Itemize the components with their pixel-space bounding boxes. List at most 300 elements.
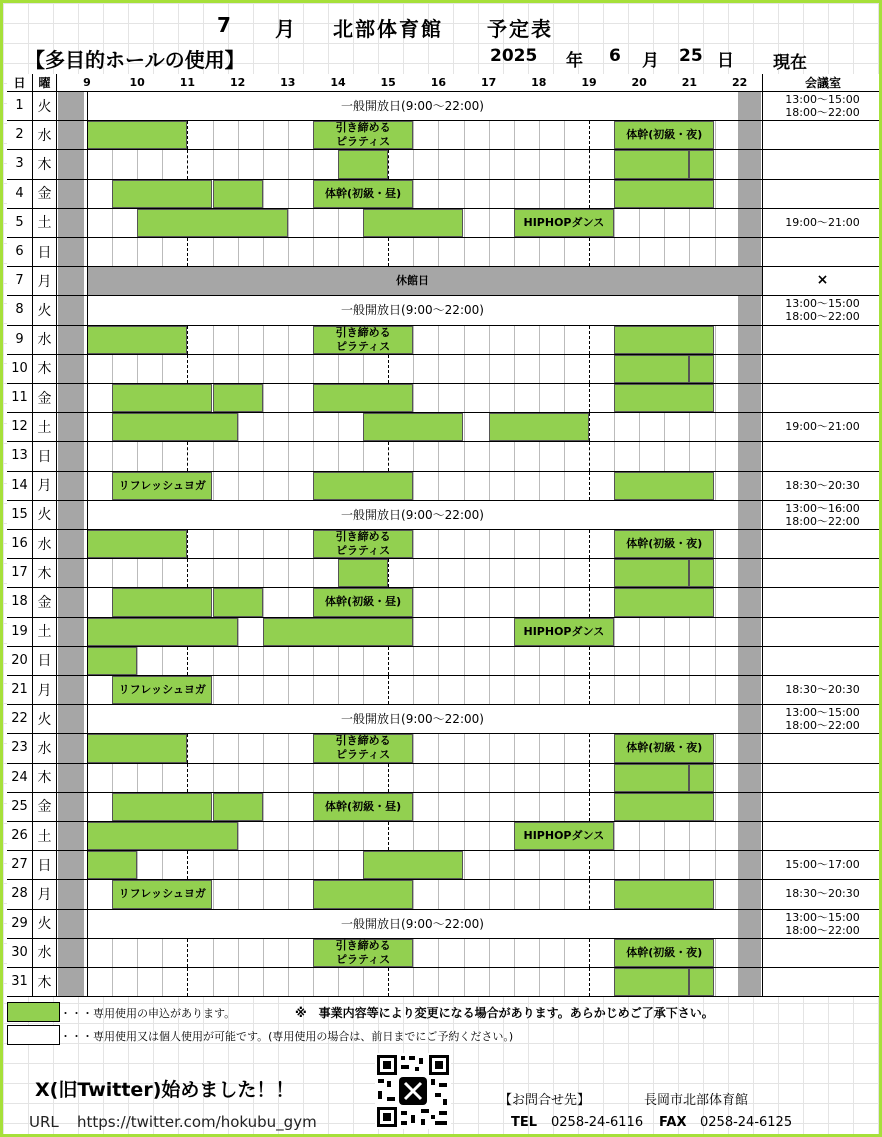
grid-line [238, 121, 239, 149]
event-label: 体幹(初級・昼) [325, 595, 402, 609]
title-facility: 北部体育館 [333, 17, 443, 41]
grid-line [715, 764, 716, 792]
grid-line [564, 326, 565, 354]
row-day: 24 [7, 763, 33, 792]
grid-line [715, 355, 716, 383]
grid-line [689, 851, 690, 879]
grid-line [313, 676, 314, 704]
grid-line [213, 968, 214, 996]
row-gray-cell [58, 880, 84, 908]
grid-line [313, 968, 314, 996]
grid-line [238, 676, 239, 704]
grid-line [564, 880, 565, 908]
row-gray-cell [738, 92, 761, 120]
meeting-divider [762, 967, 763, 996]
grid-line [413, 676, 414, 704]
grid-line [288, 939, 289, 967]
row-gray-cell [738, 793, 761, 821]
grid-line [238, 618, 239, 646]
grid-line [514, 355, 515, 383]
meeting-divider [762, 412, 763, 441]
row-gray-cell [58, 326, 84, 354]
grid-line [464, 413, 465, 441]
grid-line [438, 559, 439, 587]
grid-line [564, 121, 565, 149]
grid-line [564, 180, 565, 208]
grid-line [187, 121, 188, 149]
grid-line [614, 851, 615, 879]
grid-line [514, 764, 515, 792]
row-gray-cell [738, 764, 761, 792]
grid-line [639, 618, 640, 646]
grid-line [489, 939, 490, 967]
title-month: 7 [217, 13, 231, 37]
qr-code-icon[interactable] [375, 1053, 451, 1129]
grid-line [338, 442, 339, 470]
grid-line [388, 355, 389, 383]
meeting-divider [762, 500, 763, 529]
grid-line [313, 209, 314, 237]
meeting-divider [762, 763, 763, 792]
row-day: 2 [7, 120, 33, 149]
grid-line [539, 180, 540, 208]
grid-line [639, 238, 640, 266]
reserved-block [689, 150, 714, 178]
row-gray-cell [58, 501, 84, 529]
grid-line [639, 209, 640, 237]
grid-line [464, 939, 465, 967]
row-gray-cell [738, 968, 761, 996]
event-label: 体幹(初級・昼) [325, 186, 402, 200]
meeting-divider [762, 733, 763, 762]
grid-line [539, 734, 540, 762]
twitter-url[interactable]: https://twitter.com/hokubu_gym [77, 1113, 317, 1131]
grid-line [489, 384, 490, 412]
grid-line [238, 238, 239, 266]
event-label: 体幹(初級・昼) [325, 799, 402, 813]
slot-start-line [87, 91, 88, 996]
grid-line [489, 559, 490, 587]
legend-white-swatch [7, 1025, 60, 1045]
reserved-block [614, 764, 689, 792]
row-day: 13 [7, 441, 33, 470]
row-weekday: 水 [33, 120, 57, 149]
grid-line [313, 355, 314, 383]
grid-line [614, 676, 615, 704]
grid-line [162, 968, 163, 996]
grid-line [489, 822, 490, 850]
grid-line [639, 647, 640, 675]
tel-number[interactable]: 0258-24-6116 [551, 1115, 644, 1130]
grid-line [589, 734, 590, 762]
grid-line [589, 559, 590, 587]
event-label: 引き締める ピラティス [335, 325, 391, 353]
grid-line [363, 676, 364, 704]
meeting-divider [762, 325, 763, 354]
row-gray-cell [58, 413, 84, 441]
meeting-divider [762, 909, 763, 938]
grid-line [313, 559, 314, 587]
grid-line [715, 851, 716, 879]
grid-line [715, 968, 716, 996]
grid-line [388, 238, 389, 266]
meeting-divider [762, 704, 763, 733]
grid-line [263, 355, 264, 383]
grid-line [689, 442, 690, 470]
grid-line [664, 647, 665, 675]
grid-line [715, 209, 716, 237]
reserved-block [363, 209, 463, 237]
col-header-hour: 13 [280, 76, 296, 89]
grid-line [539, 676, 540, 704]
row-day: 7 [7, 266, 33, 295]
row-weekday: 火 [33, 704, 57, 733]
grid-line [438, 647, 439, 675]
grid-line [564, 355, 565, 383]
meeting-room-time: 13:00～15:00 18:00～22:00 [785, 297, 860, 324]
grid-line [363, 764, 364, 792]
row-gray-cell [58, 910, 84, 938]
row-weekday: 木 [33, 149, 57, 178]
grid-line [564, 588, 565, 616]
grid-line [162, 939, 163, 967]
meeting-divider [762, 879, 763, 908]
grid-line [689, 822, 690, 850]
reserved-block [614, 588, 714, 616]
grid-line [639, 822, 640, 850]
row-gray-cell [58, 530, 84, 558]
grid-line [313, 851, 314, 879]
grid-line [564, 384, 565, 412]
row-weekday: 水 [33, 529, 57, 558]
grid-line [464, 209, 465, 237]
row-day: 10 [7, 354, 33, 383]
grid-line [514, 647, 515, 675]
grid-line [263, 734, 264, 762]
grid-line [413, 734, 414, 762]
grid-line [288, 326, 289, 354]
grid-line [589, 180, 590, 208]
reserved-block [87, 734, 187, 762]
grid-line [288, 530, 289, 558]
grid-line [564, 734, 565, 762]
grid-line [213, 326, 214, 354]
grid-line [288, 647, 289, 675]
col-header-hour: 10 [129, 76, 145, 89]
row-gray-cell [58, 793, 84, 821]
meeting-divider [762, 91, 763, 120]
grid-line [689, 238, 690, 266]
grid-line [464, 180, 465, 208]
grid-line [664, 676, 665, 704]
reserved-block [614, 150, 689, 178]
row-day: 12 [7, 412, 33, 441]
grid-line [664, 238, 665, 266]
grid-line [539, 968, 540, 996]
reserved-block [112, 180, 212, 208]
grid-line [438, 442, 439, 470]
col-header-hour: 18 [531, 76, 547, 89]
grid-line [589, 588, 590, 616]
grid-line [438, 530, 439, 558]
grid-line [313, 442, 314, 470]
event-label: 体幹(初級・夜) [626, 128, 703, 142]
grid-line [589, 939, 590, 967]
open-day-label: 一般開放日(9:00～22:00) [341, 303, 484, 318]
grid-line [564, 939, 565, 967]
grid-line [514, 238, 515, 266]
grid-line [539, 121, 540, 149]
row-gray-cell [738, 296, 761, 324]
meeting-divider [762, 149, 763, 178]
reserved-block [263, 618, 414, 646]
row-gray-cell [738, 355, 761, 383]
grid-line [489, 442, 490, 470]
grid-line [715, 472, 716, 500]
grid-line [514, 676, 515, 704]
row-gray-cell [58, 734, 84, 762]
grid-line [664, 413, 665, 441]
grid-line [489, 618, 490, 646]
row-gray-cell [58, 150, 84, 178]
grid-line [514, 880, 515, 908]
reserved-block [313, 880, 413, 908]
grid-line [715, 180, 716, 208]
grid-line [489, 530, 490, 558]
grid-line [489, 734, 490, 762]
row-day: 22 [7, 704, 33, 733]
event-label: HIPHOPダンス [523, 215, 605, 229]
grid-line [464, 764, 465, 792]
grid-line [489, 793, 490, 821]
col-header-hour: 21 [681, 76, 698, 89]
grid-line [489, 326, 490, 354]
grid-line [413, 822, 414, 850]
row-day: 16 [7, 529, 33, 558]
meeting-divider [762, 675, 763, 704]
grid-line [438, 121, 439, 149]
row-gray-cell [58, 851, 84, 879]
row-day: 30 [7, 938, 33, 967]
grid-line [715, 121, 716, 149]
meeting-room-time: 13:00～15:00 18:00～22:00 [785, 910, 860, 937]
grid-line [464, 822, 465, 850]
row-day: 20 [7, 646, 33, 675]
schedule-table [7, 74, 882, 996]
row-gray-cell [738, 588, 761, 616]
reserved-block [614, 180, 714, 208]
meeting-room-time: 18:30～20:30 [785, 887, 860, 901]
grid-line [589, 384, 590, 412]
row-weekday: 火 [33, 500, 57, 529]
grid-line [489, 588, 490, 616]
row-gray-cell [738, 734, 761, 762]
contact-label: 【お問合せ先】 [499, 1093, 591, 1108]
grid-line [715, 150, 716, 178]
reserved-block [363, 413, 463, 441]
meeting-room-time: 19:00～21:00 [785, 215, 860, 229]
row-weekday: 土 [33, 821, 57, 850]
grid-line [464, 734, 465, 762]
x-announce: X(旧Twitter)始めました！！ [35, 1079, 295, 1101]
row-gray-cell [58, 355, 84, 383]
grid-line [539, 442, 540, 470]
grid-line [238, 647, 239, 675]
grid-line [514, 559, 515, 587]
grid-line [514, 472, 515, 500]
grid-line [213, 851, 214, 879]
grid-line [715, 559, 716, 587]
row-day: 11 [7, 383, 33, 412]
row-day: 6 [7, 237, 33, 266]
grid-line [715, 734, 716, 762]
grid-line [112, 764, 113, 792]
reserved-block [614, 472, 714, 500]
row-gray-cell [58, 764, 84, 792]
grid-line [589, 647, 590, 675]
grid-line [288, 588, 289, 616]
row-gray-cell [738, 150, 761, 178]
grid-line [263, 180, 264, 208]
row-gray-cell [738, 647, 761, 675]
event-label: リフレッシュヨガ [118, 683, 206, 696]
grid-line [187, 530, 188, 558]
grid-line [238, 880, 239, 908]
grid-line [112, 150, 113, 178]
meeting-divider [762, 821, 763, 850]
grid-line [162, 559, 163, 587]
meeting-divider [762, 237, 763, 266]
grid-line [715, 413, 716, 441]
grid-line [338, 238, 339, 266]
reserved-block [313, 472, 413, 500]
grid-line [589, 238, 590, 266]
table-bottom-line [7, 996, 882, 997]
row-gray-cell [58, 822, 84, 850]
grid-line [263, 939, 264, 967]
grid-line [388, 559, 389, 587]
grid-line [438, 676, 439, 704]
meeting-room-time: × [816, 272, 829, 289]
grid-line [589, 968, 590, 996]
grid-line [162, 764, 163, 792]
grid-line [664, 851, 665, 879]
grid-line [438, 793, 439, 821]
row-day: 1 [7, 91, 33, 120]
meeting-room-time: 19:00～21:00 [785, 420, 860, 434]
grid-line [564, 530, 565, 558]
meeting-divider [762, 850, 763, 879]
row-weekday: 金 [33, 587, 57, 616]
grid-line [238, 413, 239, 441]
grid-line [514, 384, 515, 412]
meeting-divider [762, 529, 763, 558]
grid-line [137, 559, 138, 587]
grid-line [137, 939, 138, 967]
grid-line [614, 647, 615, 675]
grid-line [514, 939, 515, 967]
grid-line [213, 764, 214, 792]
grid-line [639, 442, 640, 470]
grid-line [187, 355, 188, 383]
meeting-room-time: 18:30～20:30 [785, 478, 860, 492]
row-day: 19 [7, 617, 33, 646]
grid-line [187, 851, 188, 879]
grid-line [464, 530, 465, 558]
meeting-divider [762, 383, 763, 412]
grid-line [213, 355, 214, 383]
grid-line [238, 150, 239, 178]
reserved-block [614, 559, 689, 587]
meeting-divider [762, 646, 763, 675]
grid-line [363, 442, 364, 470]
grid-line [137, 442, 138, 470]
grid-line [564, 851, 565, 879]
row-gray-cell [738, 939, 761, 967]
reserved-block [112, 384, 212, 412]
grid-line [187, 764, 188, 792]
grid-line [715, 326, 716, 354]
grid-line [413, 121, 414, 149]
grid-line [514, 442, 515, 470]
grid-line [539, 939, 540, 967]
meeting-room-time: 13:00～15:00 18:00～22:00 [785, 706, 860, 733]
grid-line [438, 238, 439, 266]
grid-line [288, 472, 289, 500]
grid-line [263, 384, 264, 412]
grid-line [413, 588, 414, 616]
reserved-block [614, 880, 714, 908]
grid-line [715, 442, 716, 470]
grid-line [338, 851, 339, 879]
grid-line [162, 355, 163, 383]
grid-line [187, 559, 188, 587]
grid-line [539, 355, 540, 383]
row-weekday: 土 [33, 208, 57, 237]
grid-line [263, 413, 264, 441]
row-weekday: 月 [33, 675, 57, 704]
reserved-block [213, 793, 263, 821]
row-day: 5 [7, 208, 33, 237]
legend-available: ・・・専用使用又は個人使用が可能です。(専用使用の場合は、前日までにご予約ください。) [60, 1030, 514, 1043]
grid-line [715, 530, 716, 558]
grid-line [464, 676, 465, 704]
tel-label: TEL [511, 1115, 538, 1130]
grid-line [112, 939, 113, 967]
grid-line [589, 676, 590, 704]
as-of-month-unit: 月 [642, 51, 659, 71]
grid-line [413, 442, 414, 470]
grid-line [715, 793, 716, 821]
reserved-block [614, 326, 714, 354]
legend-reserved: ・・・専用使用の申込があります。 [60, 1007, 236, 1020]
grid-line [413, 384, 414, 412]
reserved-block [87, 121, 187, 149]
grid-line [288, 822, 289, 850]
row-gray-cell [738, 676, 761, 704]
grid-line [564, 238, 565, 266]
grid-line [338, 413, 339, 441]
row-gray-cell [738, 705, 761, 733]
grid-line [489, 764, 490, 792]
grid-line [489, 355, 490, 383]
grid-line [464, 442, 465, 470]
grid-line [514, 180, 515, 208]
grid-line [288, 209, 289, 237]
grid-line [614, 238, 615, 266]
reserved-block [338, 559, 388, 587]
grid-line [263, 150, 264, 178]
